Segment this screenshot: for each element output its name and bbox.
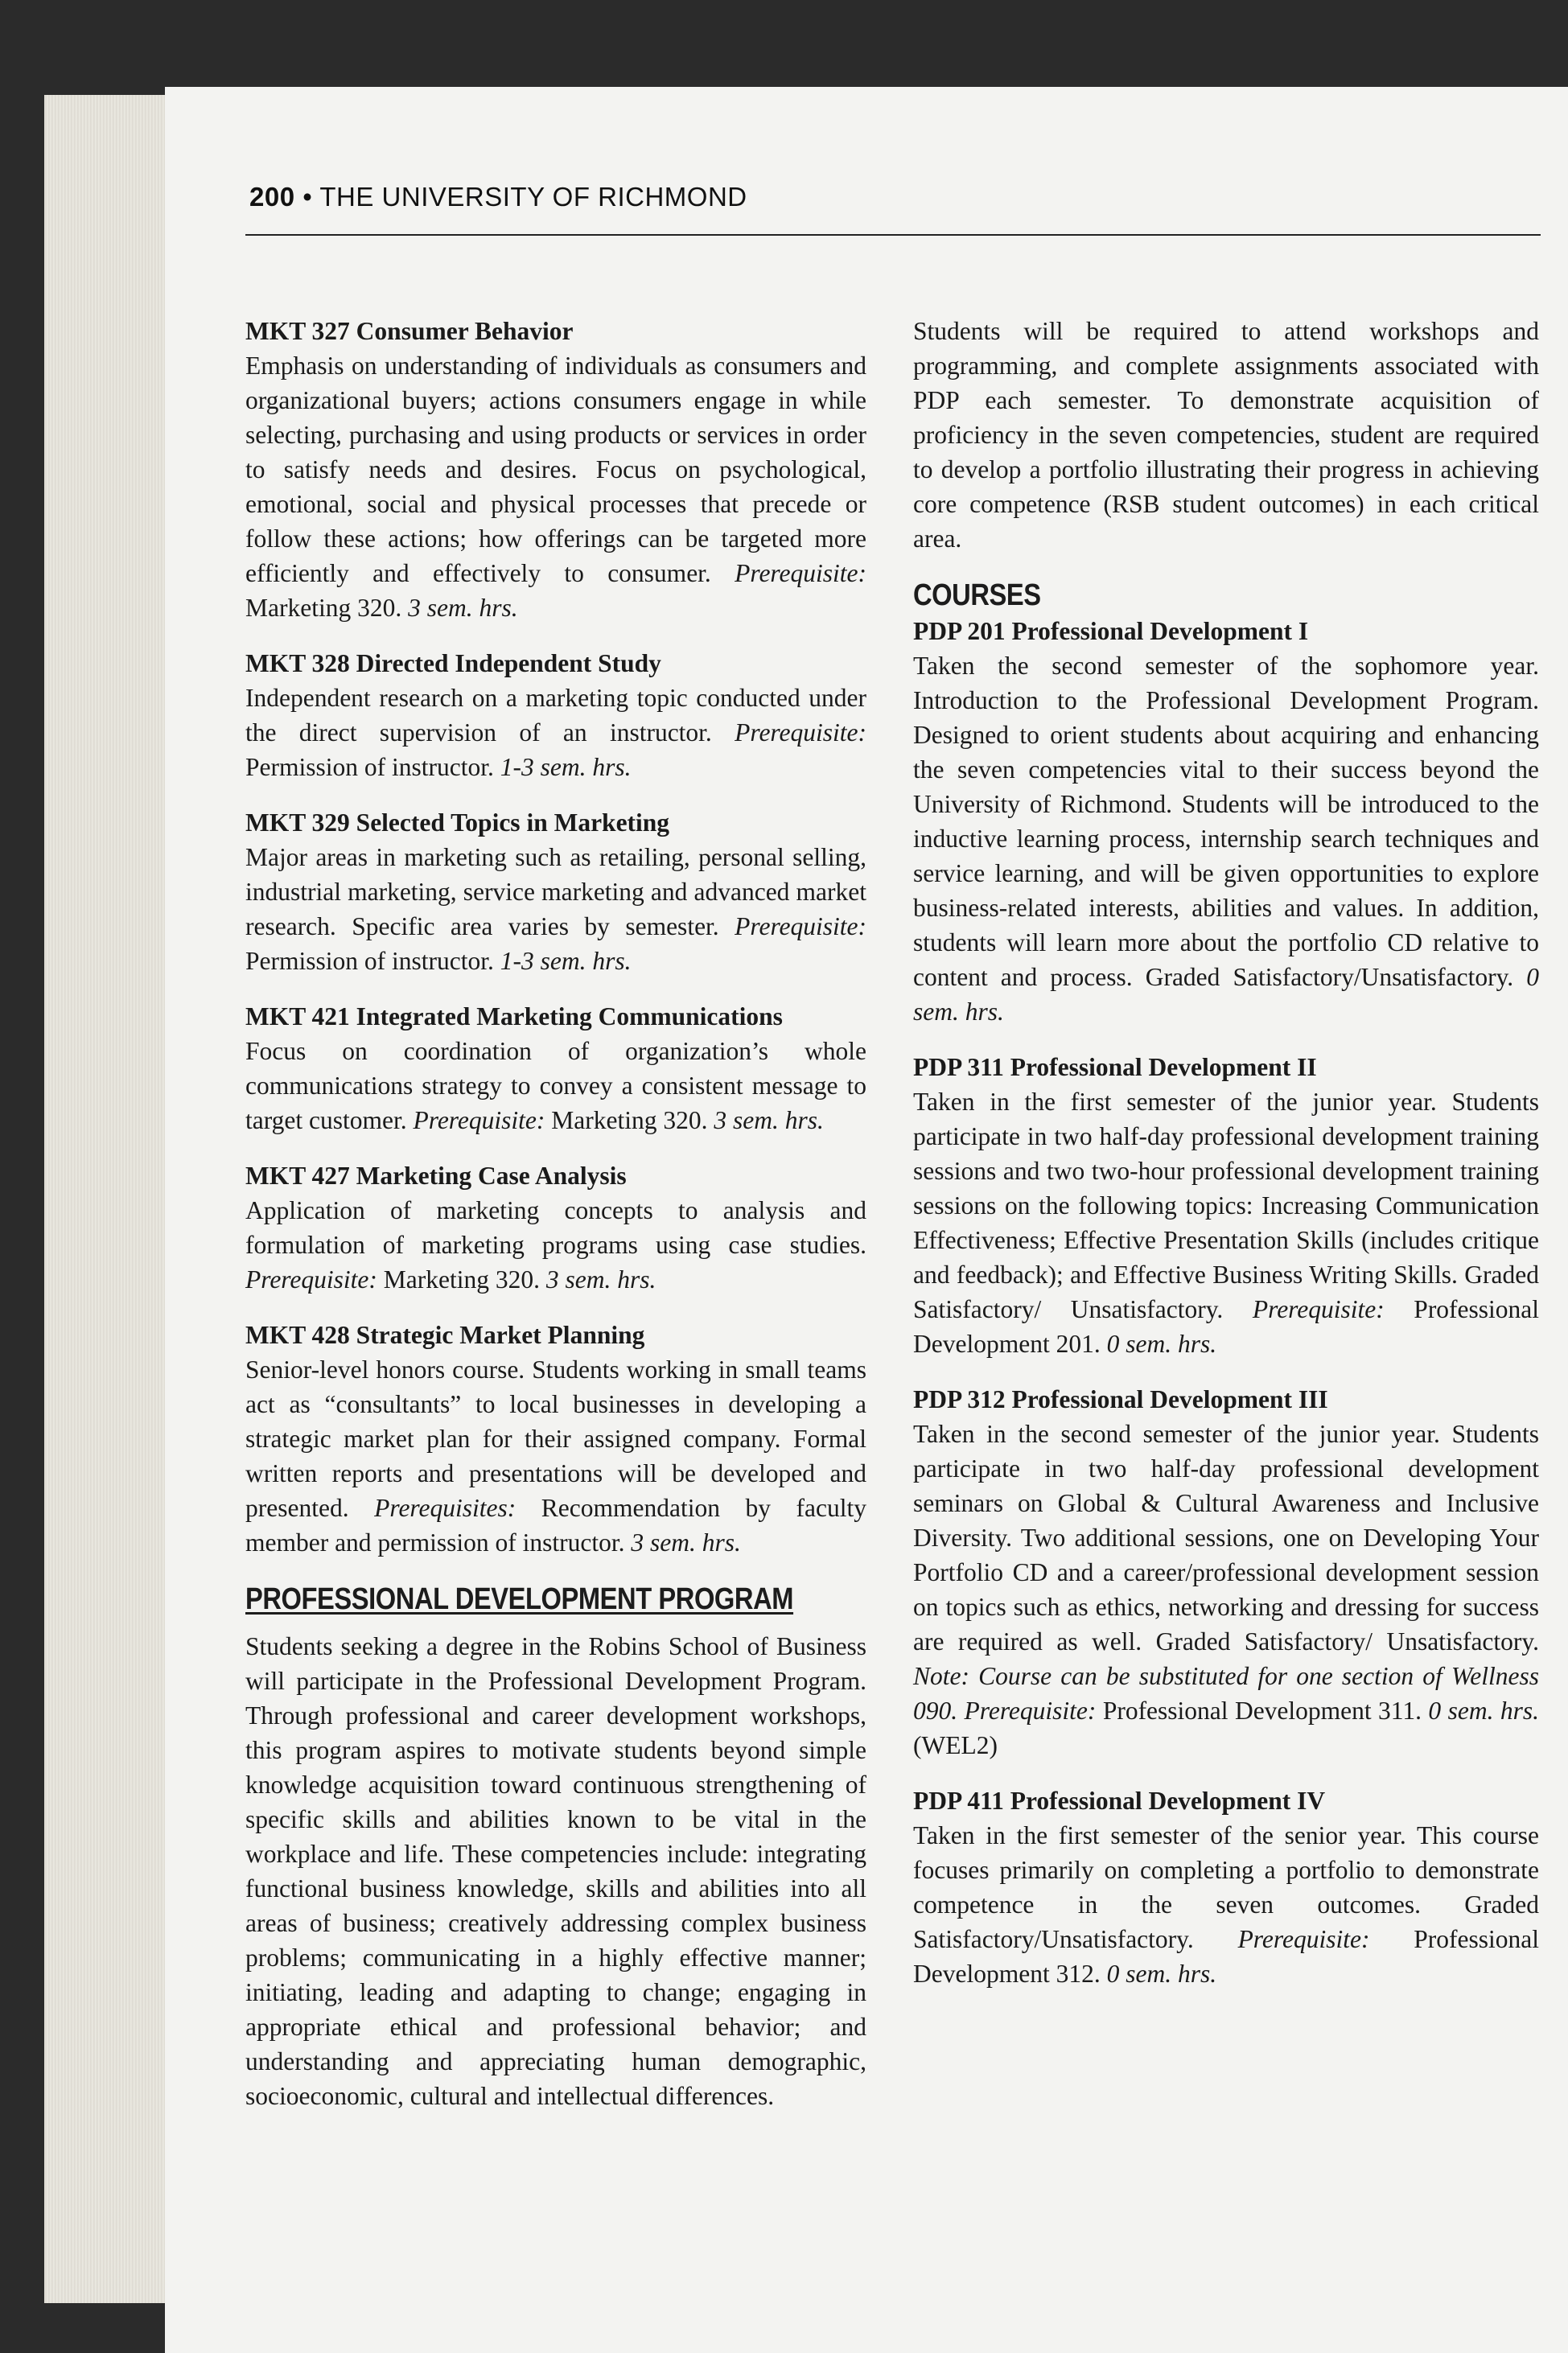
running-head [249, 182, 1537, 212]
header-rule [245, 234, 1541, 236]
catalog-page [165, 87, 1568, 2353]
course-description: Independent research on a marketing topic conducted under the direct supervision of an instructor. Prerequisite: Permission of instructor. 1-3 sem. hrs. [245, 684, 866, 781]
course-entry [913, 1050, 1539, 1361]
course-entry [913, 614, 1539, 1029]
course-description: Major areas in marketing such as retailing, personal selling, industrial marketing, service marketing and advanced market research. Specific area varies by semester. Prerequisite: Permission of instructor. 1-3 sem. hrs. [245, 843, 867, 975]
course-title: MKT 327 Consumer Behavior [245, 317, 574, 345]
book-page-edges [44, 95, 181, 2303]
program-intro: Students seeking a degree in the Robins School of Business will participate in the Professional Development Program. Through professional and career development workshops, this program aspires to motivate students beyond simple knowledge acquisition toward continuous strengthening of specific skills and abilities known to be vital in the workplace and life. These competencies include: integrating functional business knowledge, skills and abilities into all areas of business; creatively addressing complex business problems; communicating in a highly effective manner; initiating, leading and adapting to change; engaging in appropriate ethical and professional behavior; and understanding and appreciating human demographic, socioeconomic, cultural and intellectual differences. [245, 1632, 866, 2110]
course-title: PDP 312 Professional Development III [913, 1385, 1328, 1413]
course-description: Emphasis on understanding of individuals as consumers and organizational buyers; actions consumers engage in while selecting, purchasing and using products or services in order to satisfy needs and desires. Focus on psychological, emotional, social and physical processes that precede or follow these actions; how offerings can be targeted more efficiently and effectively to consumer. Prerequisite: Marketing 320. 3 sem. hrs. [245, 352, 866, 622]
course-description: Taken in the first semester of the junior year. Students participate in two half-day professional development training sessions and two two-hour professional development training sessions on the following topics: Increasing Communication Effectiveness; Effective Presentation Skills (includes critique and feedback); and Effective Business Writing Skills. Graded Satisfactory/ Unsatisfactory. Prerequisite: Professional Development 201. 0 sem. hrs. [913, 1088, 1540, 1358]
program-intro-continued: Students will be required to attend workshops and programming, and complete assignments associated with PDP each semester. To demonstrate acquisition of proficiency in the seven competencies, student are required to develop a portfolio illustrating their progress in achieving core competence (RSB student outcomes) in each critical area. [913, 317, 1539, 553]
course-entry [913, 1382, 1539, 1763]
course-title: PDP 201 Professional Development I [913, 617, 1309, 645]
course-description: Taken in the second semester of the junior year. Students participate in two half-day professional development seminars on Global & Cultural Awareness and Inclusive Diversity. Two additional sessions, one on Developing Your Portfolio CD and a career/professional development session on topics such as ethics, networking and dressing for success are required as well. Graded Satisfactory/ Unsatisfactory. Note: Course can be substituted for one section of Wellness 090. Prerequisite: Professional Development 311. 0 sem. hrs. (WEL2) [913, 1420, 1539, 1759]
course-entry [245, 999, 866, 1137]
course-description: Taken in the first semester of the senior year. This course focuses primarily on completing a portfolio to demonstrate competence in the seven outcomes. Graded Satisfactory/Unsatisfactory. Prerequisite: Professional Development 312. 0 sem. hrs. [913, 1821, 1539, 1988]
course-description: Senior-level honors course. Students working in small teams act as “consultants” to local businesses in developing a strategic market plan for their assigned company. Formal written reports and presentations will be developed and presented. Prerequisites: Recommendation by faculty member and permission of instructor. 3 sem. hrs. [245, 1355, 866, 1557]
course-description: Focus on coordination of organization’s whole communications strategy to convey a consistent message to target customer. Prerequisite: Marketing 320. 3 sem. hrs. [245, 1037, 866, 1134]
course-title: PDP 311 Professional Development II [913, 1053, 1317, 1081]
course-entry [245, 1158, 866, 1297]
page-number: 200 [249, 182, 295, 212]
course-entry [245, 646, 866, 784]
header-bullet: • [302, 182, 313, 212]
left-column [245, 314, 866, 2134]
section-heading: PROFESSIONAL DEVELOPMENT PROGRAM [245, 1582, 794, 1616]
course-title: PDP 411 Professional Development IV [913, 1787, 1326, 1815]
section-heading: COURSES [913, 578, 1041, 612]
course-entry [245, 805, 866, 978]
course-title: MKT 427 Marketing Case Analysis [245, 1162, 627, 1190]
course-entry [913, 1783, 1539, 1991]
publication-name: THE UNIVERSITY OF RICHMOND [319, 182, 747, 212]
right-column [913, 314, 1539, 2012]
course-title: MKT 328 Directed Independent Study [245, 649, 661, 677]
course-title: MKT 329 Selected Topics in Marketing [245, 808, 670, 837]
course-title: MKT 421 Integrated Marketing Communications [245, 1002, 783, 1030]
course-entry [245, 1318, 866, 1560]
course-title: MKT 428 Strategic Market Planning [245, 1321, 645, 1349]
course-description: Application of marketing concepts to analysis and formulation of marketing programs using case studies. Prerequisite: Marketing 320. 3 sem. hrs. [245, 1196, 866, 1294]
course-description: Taken the second semester of the sophomore year. Introduction to the Professional Development Program. Designed to orient students about acquiring and enhancing the seven competencies vital to their success beyond the University of Richmond. Students will be introduced to the inductive learning process, internship search techniques and service learning, and will be given opportunities to explore business-related interests, abilities and values. In addition, students will learn more about the portfolio CD relative to content and process. Graded Satisfactory/Unsatisfactory. 0 sem. hrs. [913, 652, 1539, 1026]
course-entry [245, 314, 866, 625]
